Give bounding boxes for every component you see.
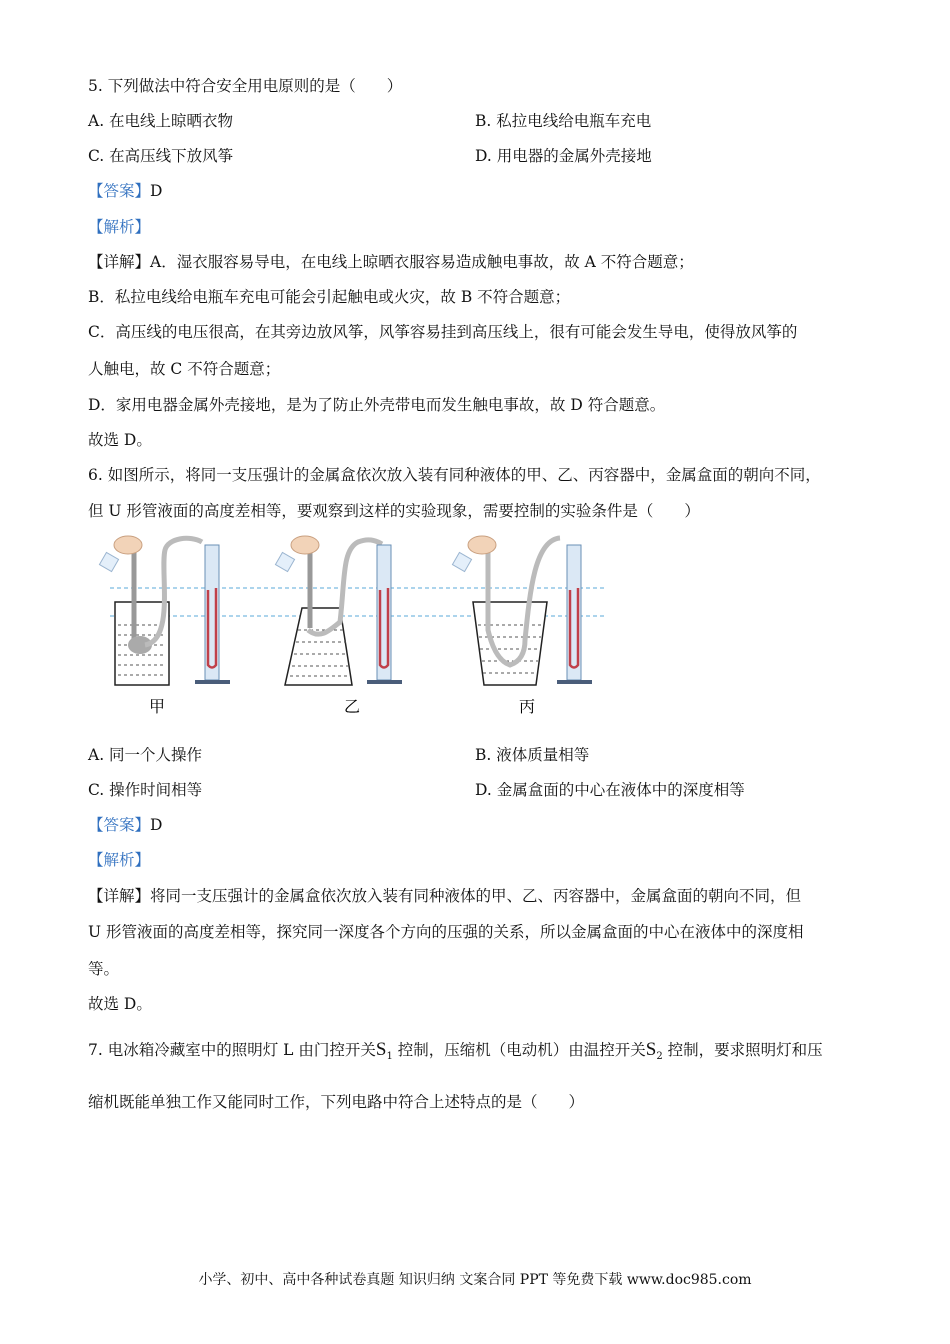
hand-bing — [468, 536, 496, 554]
q6-stem-1: 但 U 形管液面的高度差相等，要观察到这样的实验现象，需要控制的实验条件是（ ） — [88, 502, 700, 520]
q6-detail-1: U 形管液面的高度差相等，探究同一深度各个方向的压强的关系，所以金属盒面的中心在液体中的深度相 — [88, 923, 804, 941]
q5-option-c: C. 在高压线下放风筝 — [88, 147, 234, 165]
detail-tag: 【详解】 — [88, 887, 151, 905]
hand-yi — [291, 536, 319, 554]
q5-detail-4: D．家用电器金属外壳接地，是为了防止外壳带电而发生触电事故，故 D 符合题意。 — [88, 396, 666, 414]
answer-value: D — [150, 816, 163, 834]
q5-analysis-tag — [88, 217, 150, 237]
q5-detail-1: B．私拉电线给电瓶车充电可能会引起触电或火灾，故 B 不符合题意； — [88, 288, 571, 306]
q6-option-d: D. 金属盒面的中心在液体中的深度相等 — [475, 781, 745, 799]
setup-bing — [452, 536, 592, 685]
analysis-tag: 【解析】 — [88, 851, 151, 869]
q6-stem-0: 6. 如图所示，将同一支压强计的金属盒依次放入装有同种液体的甲、乙、丙容器中，金属盒面的朝向不同， — [88, 466, 821, 484]
q6-detail-0 — [88, 886, 801, 906]
figure-label-yi: 乙 — [343, 697, 361, 716]
detail-tag: 【详解】 — [88, 253, 151, 271]
q7-text-3: 控制，要求照明灯和压 — [667, 1041, 823, 1059]
detail-text: 将同一支压强计的金属盒依次放入装有同种液体的甲、乙、丙容器中，金属盒面的朝向不同，但 — [150, 887, 802, 905]
switch-s2-sub: 2 — [656, 1051, 663, 1062]
figure-label-bing: 丙 — [518, 697, 536, 716]
q7-text-1: 7. 电冰箱冷藏室中的照明灯 L 由门控开关 — [88, 1041, 376, 1059]
q6-analysis-tag — [88, 850, 150, 870]
pressure-gauge-figure — [80, 530, 620, 725]
q6-detail-3: 故选 D。 — [88, 995, 152, 1013]
q5-detail-2: C．高压线的电压很高，在其旁边放风筝，风筝容易挂到高压线上，很有可能会发生导电，使得放风筝的 — [88, 323, 798, 341]
q6-option-a: A. 同一个人操作 — [88, 746, 203, 764]
q7-stem-1: 缩机既能单独工作又能同时工作，下列电路中符合上述特点的是（ ） — [88, 1093, 585, 1111]
answer-value: D — [150, 182, 163, 200]
page-footer: 小学、初中、高中各种试卷真题 知识归纳 文案合同 PPT 等免费下载 www.doc985.com — [198, 1272, 752, 1288]
q5-detail-3: 人触电，故 C 不符合题意； — [88, 360, 281, 378]
switch-s1-sub: 1 — [386, 1051, 393, 1062]
q5-detail-0 — [88, 252, 694, 272]
detail-text: A．湿衣服容易导电，在电线上晾晒衣服容易造成触电事故，故 A 不符合题意； — [150, 253, 694, 271]
q6-option-c: C. 操作时间相等 — [88, 781, 203, 799]
q6-answer — [88, 815, 162, 835]
q5-answer — [88, 181, 162, 201]
hand-jia — [114, 536, 142, 554]
q5-option-a: A. 在电线上晾晒衣物 — [88, 112, 234, 130]
q5-option-d: D. 用电器的金属外壳接地 — [475, 147, 652, 165]
q7-stem-0 — [88, 1040, 823, 1063]
answer-tag: 【答案】 — [88, 816, 151, 834]
setup-jia — [99, 536, 230, 685]
answer-tag: 【答案】 — [88, 182, 151, 200]
figure-label-jia: 甲 — [148, 697, 166, 716]
q5-detail-5: 故选 D。 — [88, 431, 152, 449]
analysis-tag: 【解析】 — [88, 218, 151, 236]
q5-option-b: B. 私拉电线给电瓶车充电 — [475, 112, 652, 130]
switch-s1: S — [375, 1039, 387, 1060]
q6-option-b: B. 液体质量相等 — [475, 746, 590, 764]
q7-text-2: 控制，压缩机（电动机）由温控开关 — [397, 1041, 646, 1059]
setup-yi — [275, 536, 402, 685]
q5-stem: 5. 下列做法中符合安全用电原则的是（ ） — [88, 77, 403, 95]
switch-s2: S — [645, 1039, 657, 1060]
q6-detail-2: 等。 — [88, 960, 120, 978]
